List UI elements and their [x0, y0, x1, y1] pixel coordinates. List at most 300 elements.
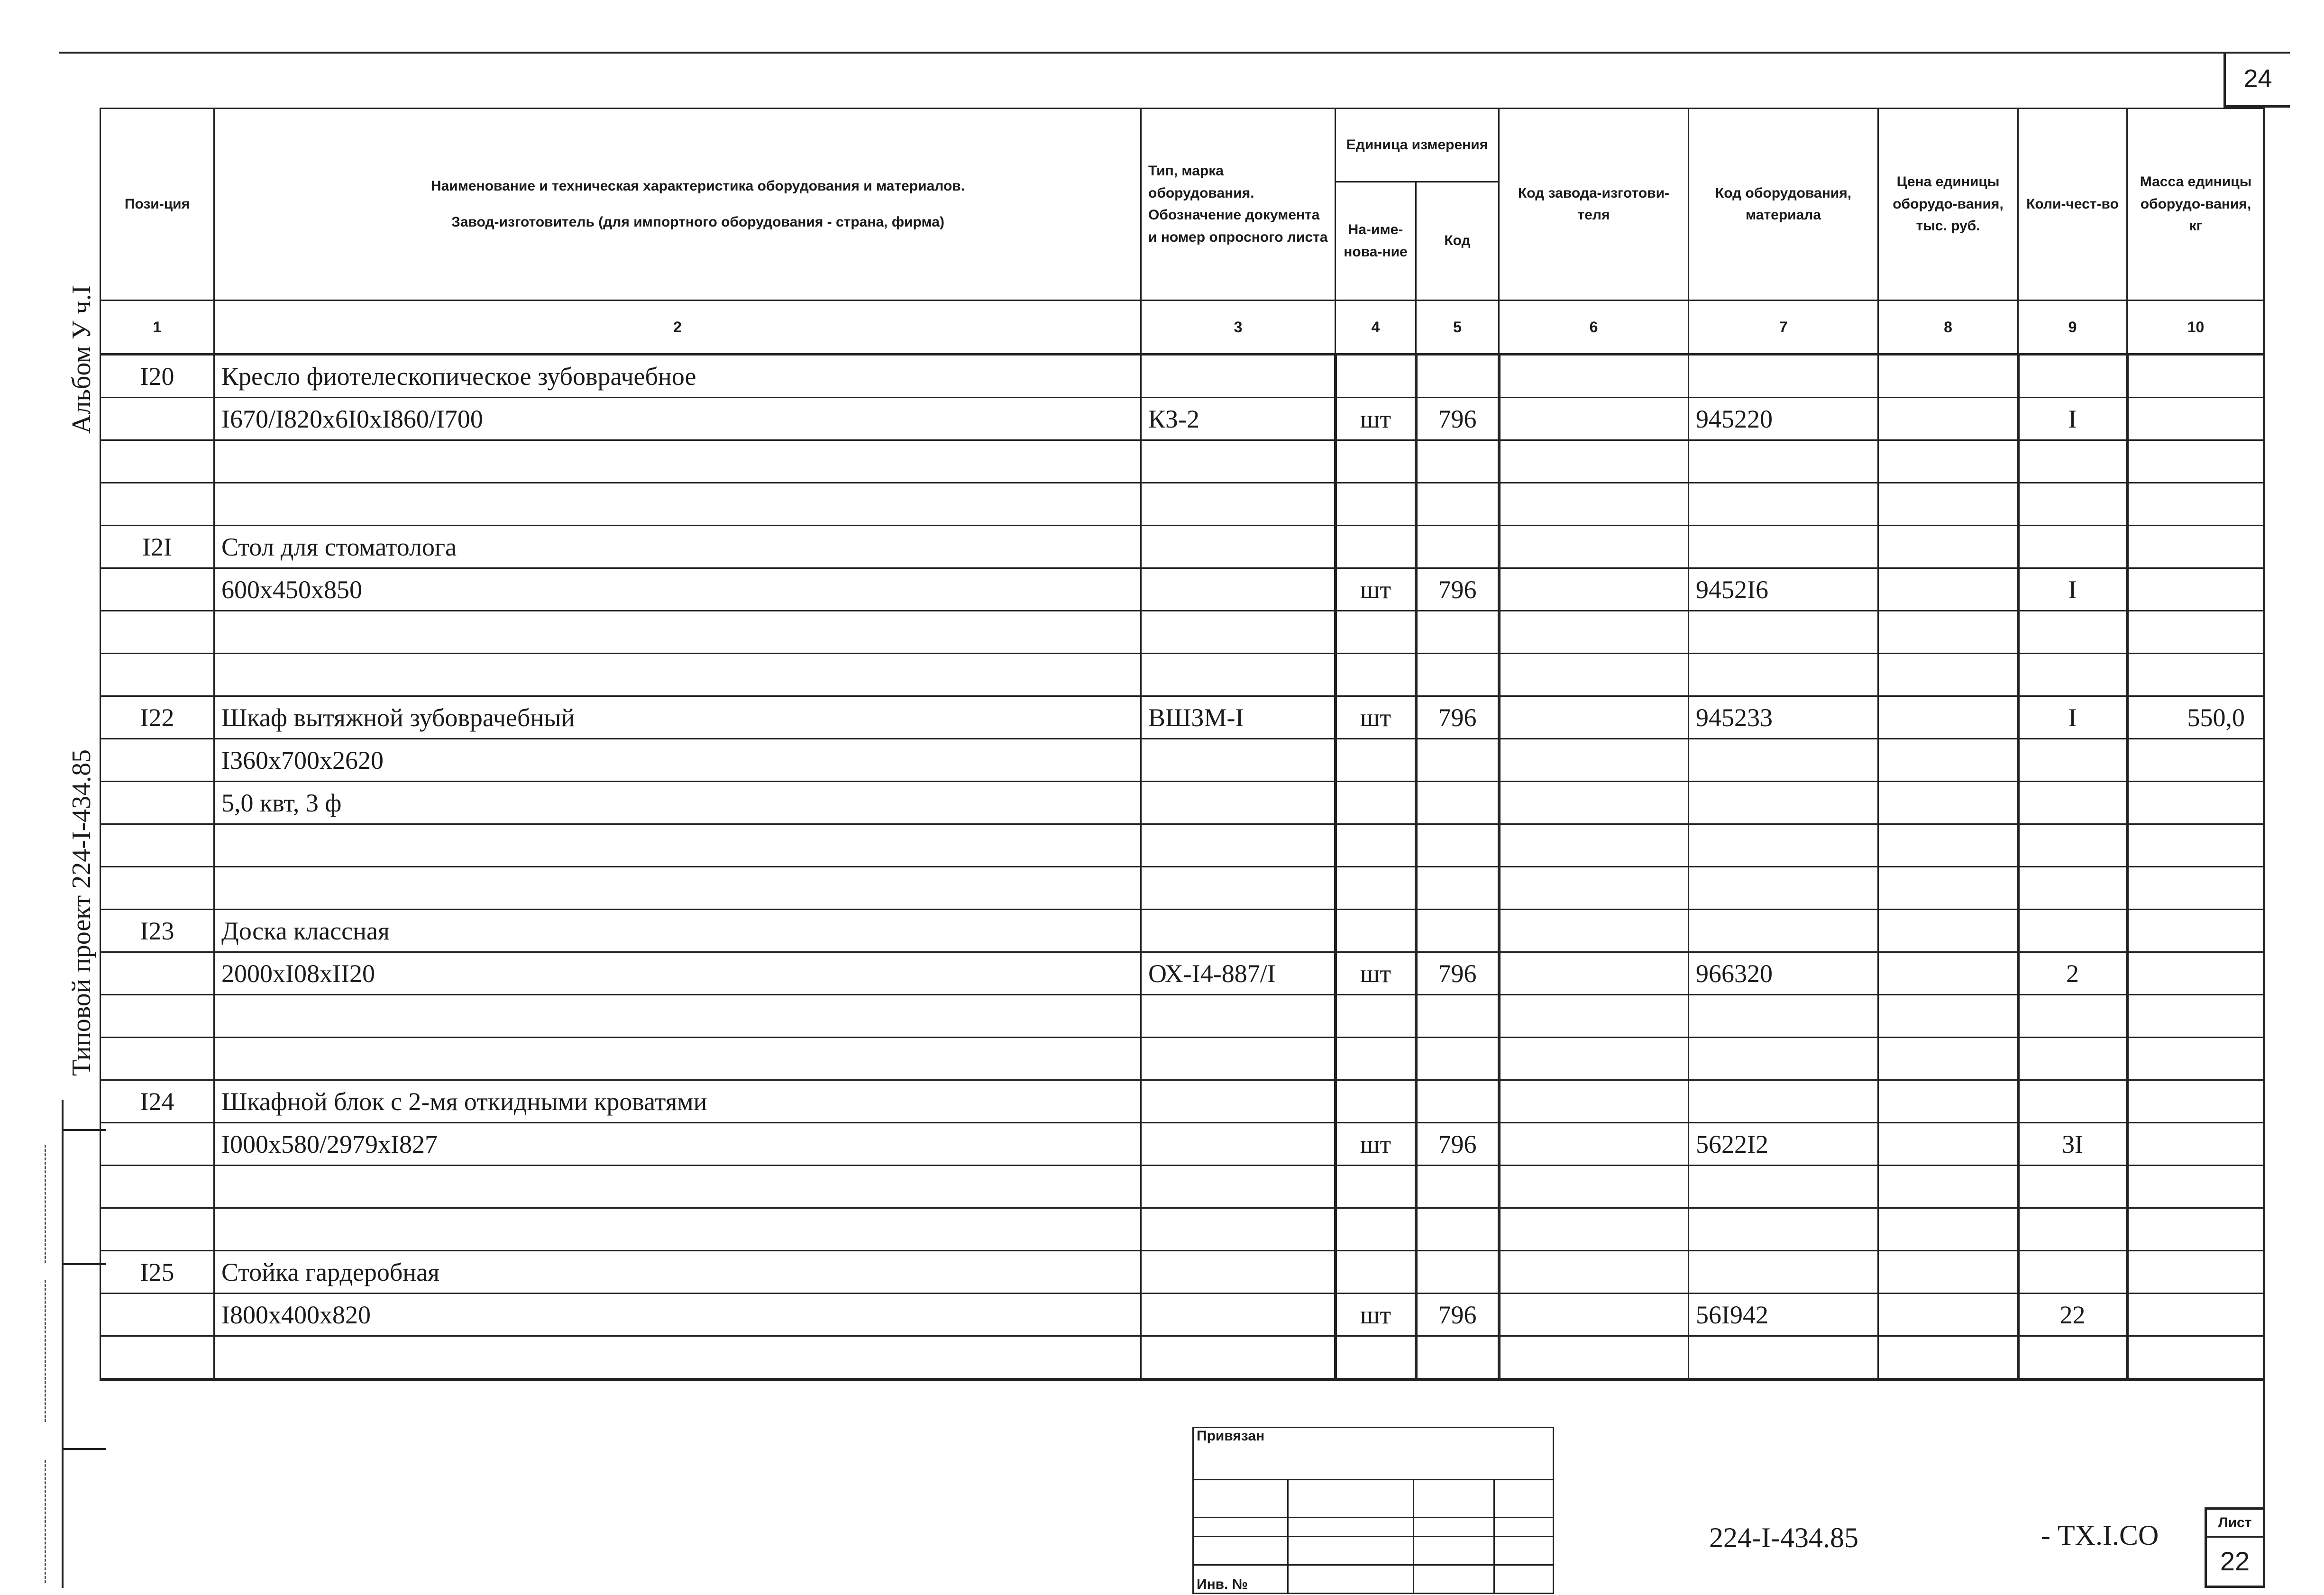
cell-position	[101, 568, 214, 611]
cell-factory-code	[1499, 696, 1689, 739]
cell-name: I670/I820x6I0xI860/I700	[214, 398, 1141, 440]
cell-unit-name	[1336, 739, 1416, 782]
column-number: 1	[101, 301, 214, 355]
cell-mass	[2127, 654, 2265, 696]
cell-factory-code	[1499, 867, 1689, 910]
side-label-project: Типовой проект 224-I-434.85	[67, 749, 96, 1076]
cell-unit-code: 796	[1416, 952, 1499, 995]
cell-type: ОХ-I4-887/I	[1141, 952, 1336, 995]
cell-factory-code	[1499, 995, 1689, 1038]
cell-position	[101, 440, 214, 483]
specification-table	[100, 108, 2265, 1381]
cell-quantity	[2018, 1080, 2127, 1123]
cell-name	[214, 867, 1141, 910]
cell-position	[101, 1336, 214, 1380]
cell-unit-code: 796	[1416, 696, 1499, 739]
cell-position: I22	[101, 696, 214, 739]
cell-equipment-code	[1689, 995, 1878, 1038]
side-strip-dashes	[45, 1280, 46, 1422]
stamp-cell	[1414, 1565, 1494, 1594]
cell-type	[1141, 1123, 1336, 1166]
header-mass: Масса единицы оборудо-вания, кг	[2127, 109, 2265, 301]
table-row	[101, 355, 2265, 398]
cell-unit-code	[1416, 995, 1499, 1038]
cell-factory-code	[1499, 910, 1689, 952]
cell-position	[101, 995, 214, 1038]
cell-quantity: I	[2018, 568, 2127, 611]
cell-factory-code	[1499, 824, 1689, 867]
column-number: 8	[1878, 301, 2018, 355]
cell-mass	[2127, 1294, 2265, 1336]
header-unit-name: На-име-нова-ние	[1336, 182, 1416, 301]
column-number: 5	[1416, 301, 1499, 355]
cell-quantity	[2018, 440, 2127, 483]
stamp-cell	[1193, 1480, 1288, 1518]
cell-type: КЗ-2	[1141, 398, 1336, 440]
cell-price	[1878, 398, 2018, 440]
stamp-cell	[1494, 1480, 1554, 1518]
table-row	[101, 696, 2265, 739]
cell-position	[101, 1294, 214, 1336]
cell-factory-code	[1499, 440, 1689, 483]
header-price: Цена единицы оборудо-вания, тыс. руб.	[1878, 109, 2018, 301]
cell-equipment-code	[1689, 526, 1878, 568]
cell-price	[1878, 782, 2018, 824]
cell-mass	[2127, 398, 2265, 440]
cell-price	[1878, 1208, 2018, 1251]
cell-type	[1141, 739, 1336, 782]
column-number: 4	[1336, 301, 1416, 355]
cell-unit-name	[1336, 995, 1416, 1038]
cell-name: Стойка гардеробная	[214, 1251, 1141, 1294]
cell-position	[101, 398, 214, 440]
cell-name	[214, 1208, 1141, 1251]
table-row	[101, 1038, 2265, 1080]
cell-equipment-code	[1689, 611, 1878, 654]
cell-unit-name	[1336, 1080, 1416, 1123]
cell-mass	[2127, 867, 2265, 910]
cell-unit-code: 796	[1416, 398, 1499, 440]
cell-mass	[2127, 1251, 2265, 1294]
cell-equipment-code	[1689, 910, 1878, 952]
cell-unit-code	[1416, 782, 1499, 824]
cell-type	[1141, 1336, 1336, 1380]
cell-price	[1878, 1166, 2018, 1208]
cell-name	[214, 611, 1141, 654]
cell-unit-name: шт	[1336, 398, 1416, 440]
cell-position	[101, 1208, 214, 1251]
cell-quantity	[2018, 867, 2127, 910]
table-row	[101, 739, 2265, 782]
cell-equipment-code: 945233	[1689, 696, 1878, 739]
cell-type	[1141, 1166, 1336, 1208]
cell-equipment-code	[1689, 739, 1878, 782]
cell-name	[214, 483, 1141, 526]
stamp-cell	[1414, 1537, 1494, 1565]
cell-factory-code	[1499, 654, 1689, 696]
stamp-cell	[1193, 1518, 1288, 1537]
cell-price	[1878, 355, 2018, 398]
cell-unit-code	[1416, 1208, 1499, 1251]
cell-name: Стол для стоматолога	[214, 526, 1141, 568]
cell-equipment-code	[1689, 1166, 1878, 1208]
cell-name	[214, 440, 1141, 483]
cell-unit-code	[1416, 440, 1499, 483]
cell-unit-code	[1416, 824, 1499, 867]
sheet-number-box	[2205, 1507, 2265, 1588]
cell-unit-code	[1416, 910, 1499, 952]
cell-position	[101, 867, 214, 910]
cell-type	[1141, 995, 1336, 1038]
column-number: 7	[1689, 301, 1878, 355]
cell-unit-name	[1336, 782, 1416, 824]
side-strip-dashes	[45, 1460, 46, 1583]
cell-name	[214, 1336, 1141, 1380]
cell-type	[1141, 824, 1336, 867]
cell-type	[1141, 1080, 1336, 1123]
cell-type	[1141, 355, 1336, 398]
table-row	[101, 611, 2265, 654]
cell-quantity	[2018, 910, 2127, 952]
cell-unit-code	[1416, 355, 1499, 398]
cell-type: ВШЗМ-I	[1141, 696, 1336, 739]
cell-position	[101, 824, 214, 867]
cell-type	[1141, 440, 1336, 483]
table-row	[101, 824, 2265, 867]
cell-quantity	[2018, 355, 2127, 398]
table-row	[101, 1251, 2265, 1294]
cell-equipment-code	[1689, 1080, 1878, 1123]
cell-name: I360x700x2620	[214, 739, 1141, 782]
header-position: Пози-ция	[101, 109, 214, 301]
stamp-cell	[1414, 1480, 1494, 1518]
cell-equipment-code	[1689, 1038, 1878, 1080]
cell-equipment-code	[1689, 355, 1878, 398]
cell-unit-name	[1336, 611, 1416, 654]
cell-price	[1878, 654, 2018, 696]
cell-quantity	[2018, 526, 2127, 568]
cell-equipment-code	[1689, 1208, 1878, 1251]
cell-equipment-code: 945220	[1689, 398, 1878, 440]
stamp-cell	[1193, 1537, 1288, 1565]
cell-quantity	[2018, 1208, 2127, 1251]
cell-position: I20	[101, 355, 214, 398]
table-row	[101, 568, 2265, 611]
cell-unit-name: шт	[1336, 1123, 1416, 1166]
stamp-cell	[1288, 1480, 1414, 1518]
cell-quantity	[2018, 1038, 2127, 1080]
cell-equipment-code	[1689, 1336, 1878, 1380]
cell-factory-code	[1499, 398, 1689, 440]
cell-factory-code	[1499, 355, 1689, 398]
header-equipment-code: Код оборудования, материала	[1689, 109, 1878, 301]
cell-factory-code	[1499, 952, 1689, 995]
cell-mass	[2127, 1123, 2265, 1166]
cell-mass	[2127, 1336, 2265, 1380]
cell-mass	[2127, 1080, 2265, 1123]
cell-position: I24	[101, 1080, 214, 1123]
cell-unit-name	[1336, 910, 1416, 952]
cell-factory-code	[1499, 1123, 1689, 1166]
cell-unit-name: шт	[1336, 568, 1416, 611]
table-row	[101, 1208, 2265, 1251]
cell-factory-code	[1499, 1251, 1689, 1294]
cell-price	[1878, 867, 2018, 910]
cell-factory-code	[1499, 611, 1689, 654]
cell-type	[1141, 867, 1336, 910]
cell-mass	[2127, 355, 2265, 398]
cell-type	[1141, 782, 1336, 824]
column-number: 10	[2127, 301, 2265, 355]
column-number: 6	[1499, 301, 1689, 355]
cell-mass	[2127, 1208, 2265, 1251]
cell-mass	[2127, 824, 2265, 867]
cell-name: 2000xI08xII20	[214, 952, 1141, 995]
table-row	[101, 867, 2265, 910]
document-mark: - ТХ.I.СО	[2041, 1520, 2159, 1551]
cell-quantity	[2018, 611, 2127, 654]
cell-price	[1878, 611, 2018, 654]
cell-mass	[2127, 483, 2265, 526]
cell-position	[101, 739, 214, 782]
cell-position	[101, 782, 214, 824]
cell-equipment-code: 9452I6	[1689, 568, 1878, 611]
table-row	[101, 1166, 2265, 1208]
cell-price	[1878, 440, 2018, 483]
cell-quantity	[2018, 1336, 2127, 1380]
cell-position: I25	[101, 1251, 214, 1294]
cell-name: Шкафной блок с 2-мя откидными кроватями	[214, 1080, 1141, 1123]
cell-name: 5,0 квт, 3 ф	[214, 782, 1141, 824]
cell-position	[101, 611, 214, 654]
cell-position	[101, 1038, 214, 1080]
stamp-cell	[1288, 1518, 1414, 1537]
cell-factory-code	[1499, 782, 1689, 824]
cell-equipment-code	[1689, 1251, 1878, 1294]
stamp-bound-label: Привязан	[1193, 1428, 1554, 1480]
cell-unit-name	[1336, 355, 1416, 398]
cell-name: I000x580/2979xI827	[214, 1123, 1141, 1166]
cell-price	[1878, 995, 2018, 1038]
cell-unit-name	[1336, 440, 1416, 483]
column-number: 2	[214, 301, 1141, 355]
cell-position: I23	[101, 910, 214, 952]
cell-price	[1878, 910, 2018, 952]
stamp-cell	[1288, 1537, 1414, 1565]
cell-unit-code	[1416, 867, 1499, 910]
cell-unit-name	[1336, 1251, 1416, 1294]
table-row	[101, 483, 2265, 526]
stamp-cell	[1414, 1518, 1494, 1537]
header-name-line1: Наименование и техническая характеристика оборудования и материалов.	[430, 178, 965, 194]
cell-unit-code	[1416, 1080, 1499, 1123]
cell-name	[214, 654, 1141, 696]
cell-unit-name	[1336, 1336, 1416, 1380]
header-name-line2: Завод-изготовитель (для импортного оборудования - страна, фирма)	[451, 214, 944, 230]
cell-name	[214, 1166, 1141, 1208]
cell-equipment-code	[1689, 654, 1878, 696]
cell-mass	[2127, 1038, 2265, 1080]
cell-unit-code: 796	[1416, 1123, 1499, 1166]
cell-equipment-code: 966320	[1689, 952, 1878, 995]
cell-mass	[2127, 910, 2265, 952]
cell-name	[214, 824, 1141, 867]
stamp-cell	[1494, 1565, 1554, 1594]
cell-quantity	[2018, 824, 2127, 867]
header-quantity: Коли-чест-во	[2018, 109, 2127, 301]
side-strip-dashes	[45, 1145, 46, 1263]
cell-quantity: I	[2018, 696, 2127, 739]
cell-unit-name	[1336, 1038, 1416, 1080]
cell-type	[1141, 526, 1336, 568]
cell-quantity: I	[2018, 398, 2127, 440]
cell-type	[1141, 1251, 1336, 1294]
cell-position	[101, 654, 214, 696]
cell-unit-code	[1416, 1336, 1499, 1380]
cell-price	[1878, 952, 2018, 995]
cell-type	[1141, 1208, 1336, 1251]
cell-factory-code	[1499, 1208, 1689, 1251]
header-type: Тип, марка оборудования. Обозначение документа и номер опросного листа	[1141, 109, 1336, 301]
cell-price	[1878, 1294, 2018, 1336]
cell-price	[1878, 1038, 2018, 1080]
cell-equipment-code	[1689, 440, 1878, 483]
specification-body	[101, 355, 2265, 1380]
table-row	[101, 526, 2265, 568]
cell-quantity	[2018, 654, 2127, 696]
cell-unit-code	[1416, 1038, 1499, 1080]
cell-name: Кресло фиотелескопическое зубоврачебное	[214, 355, 1141, 398]
cell-position	[101, 483, 214, 526]
cell-unit-name	[1336, 824, 1416, 867]
sheet-corner-number	[2223, 52, 2290, 108]
cell-mass: 550,0	[2127, 696, 2265, 739]
cell-quantity: 3I	[2018, 1123, 2127, 1166]
cell-unit-name: шт	[1336, 1294, 1416, 1336]
cell-name: Доска классная	[214, 910, 1141, 952]
cell-mass	[2127, 995, 2265, 1038]
cell-factory-code	[1499, 526, 1689, 568]
cell-type	[1141, 611, 1336, 654]
cell-unit-name	[1336, 483, 1416, 526]
cell-unit-code: 796	[1416, 568, 1499, 611]
cell-quantity: 2	[2018, 952, 2127, 995]
cell-factory-code	[1499, 568, 1689, 611]
table-row	[101, 1080, 2265, 1123]
binding-stamp	[1192, 1427, 1553, 1593]
cell-quantity	[2018, 995, 2127, 1038]
cell-unit-code	[1416, 1251, 1499, 1294]
cell-type	[1141, 483, 1336, 526]
cell-quantity	[2018, 1166, 2127, 1208]
cell-mass	[2127, 739, 2265, 782]
cell-price	[1878, 1123, 2018, 1166]
cell-unit-name	[1336, 526, 1416, 568]
stamp-cell	[1494, 1537, 1554, 1565]
cell-price	[1878, 1080, 2018, 1123]
cell-quantity	[2018, 483, 2127, 526]
cell-type	[1141, 1294, 1336, 1336]
cell-unit-code	[1416, 739, 1499, 782]
cell-factory-code	[1499, 1038, 1689, 1080]
cell-unit-code	[1416, 1166, 1499, 1208]
cell-position	[101, 952, 214, 995]
cell-mass	[2127, 782, 2265, 824]
cell-unit-code	[1416, 526, 1499, 568]
cell-unit-name	[1336, 867, 1416, 910]
cell-quantity: 22	[2018, 1294, 2127, 1336]
stamp-cell	[1494, 1518, 1554, 1537]
cell-name: I800x400x820	[214, 1294, 1141, 1336]
cell-price	[1878, 824, 2018, 867]
top-border-line	[59, 52, 2290, 54]
cell-quantity	[2018, 1251, 2127, 1294]
side-strip-divider	[64, 1448, 106, 1450]
table-row	[101, 782, 2265, 824]
sheet-label: Лист	[2207, 1510, 2263, 1538]
cell-factory-code	[1499, 1080, 1689, 1123]
cell-position: I2I	[101, 526, 214, 568]
cell-price	[1878, 1251, 2018, 1294]
table-row	[101, 654, 2265, 696]
cell-type	[1141, 654, 1336, 696]
cell-unit-name	[1336, 654, 1416, 696]
cell-position	[101, 1123, 214, 1166]
sheet-corner-number-text: 24	[2243, 64, 2272, 93]
cell-equipment-code	[1689, 782, 1878, 824]
cell-price	[1878, 568, 2018, 611]
column-number: 3	[1141, 301, 1336, 355]
cell-unit-name: шт	[1336, 696, 1416, 739]
header-unit-code: Код	[1416, 182, 1499, 301]
cell-unit-name	[1336, 1166, 1416, 1208]
table-row	[101, 398, 2265, 440]
header-name	[214, 109, 1141, 301]
cell-factory-code	[1499, 1336, 1689, 1380]
table-row	[101, 995, 2265, 1038]
cell-unit-code: 796	[1416, 1294, 1499, 1336]
header-unit-group: Единица измерения	[1336, 109, 1499, 182]
cell-position	[101, 1166, 214, 1208]
cell-quantity	[2018, 782, 2127, 824]
cell-mass	[2127, 568, 2265, 611]
cell-unit-name	[1336, 1208, 1416, 1251]
cell-price	[1878, 526, 2018, 568]
cell-equipment-code	[1689, 824, 1878, 867]
cell-factory-code	[1499, 483, 1689, 526]
cell-factory-code	[1499, 739, 1689, 782]
cell-mass	[2127, 526, 2265, 568]
sheet-value: 22	[2220, 1546, 2250, 1576]
cell-equipment-code	[1689, 867, 1878, 910]
cell-factory-code	[1499, 1294, 1689, 1336]
cell-equipment-code: 5622I2	[1689, 1123, 1878, 1166]
cell-equipment-code	[1689, 483, 1878, 526]
cell-price	[1878, 1336, 2018, 1380]
table-row	[101, 1123, 2265, 1166]
cell-price	[1878, 739, 2018, 782]
stamp-inv-label: Инв. №	[1193, 1565, 1288, 1594]
cell-equipment-code: 56I942	[1689, 1294, 1878, 1336]
cell-name	[214, 995, 1141, 1038]
cell-factory-code	[1499, 1166, 1689, 1208]
cell-unit-code	[1416, 654, 1499, 696]
cell-unit-code	[1416, 611, 1499, 654]
table-row	[101, 910, 2265, 952]
cell-price	[1878, 696, 2018, 739]
cell-type	[1141, 910, 1336, 952]
table-row	[101, 440, 2265, 483]
